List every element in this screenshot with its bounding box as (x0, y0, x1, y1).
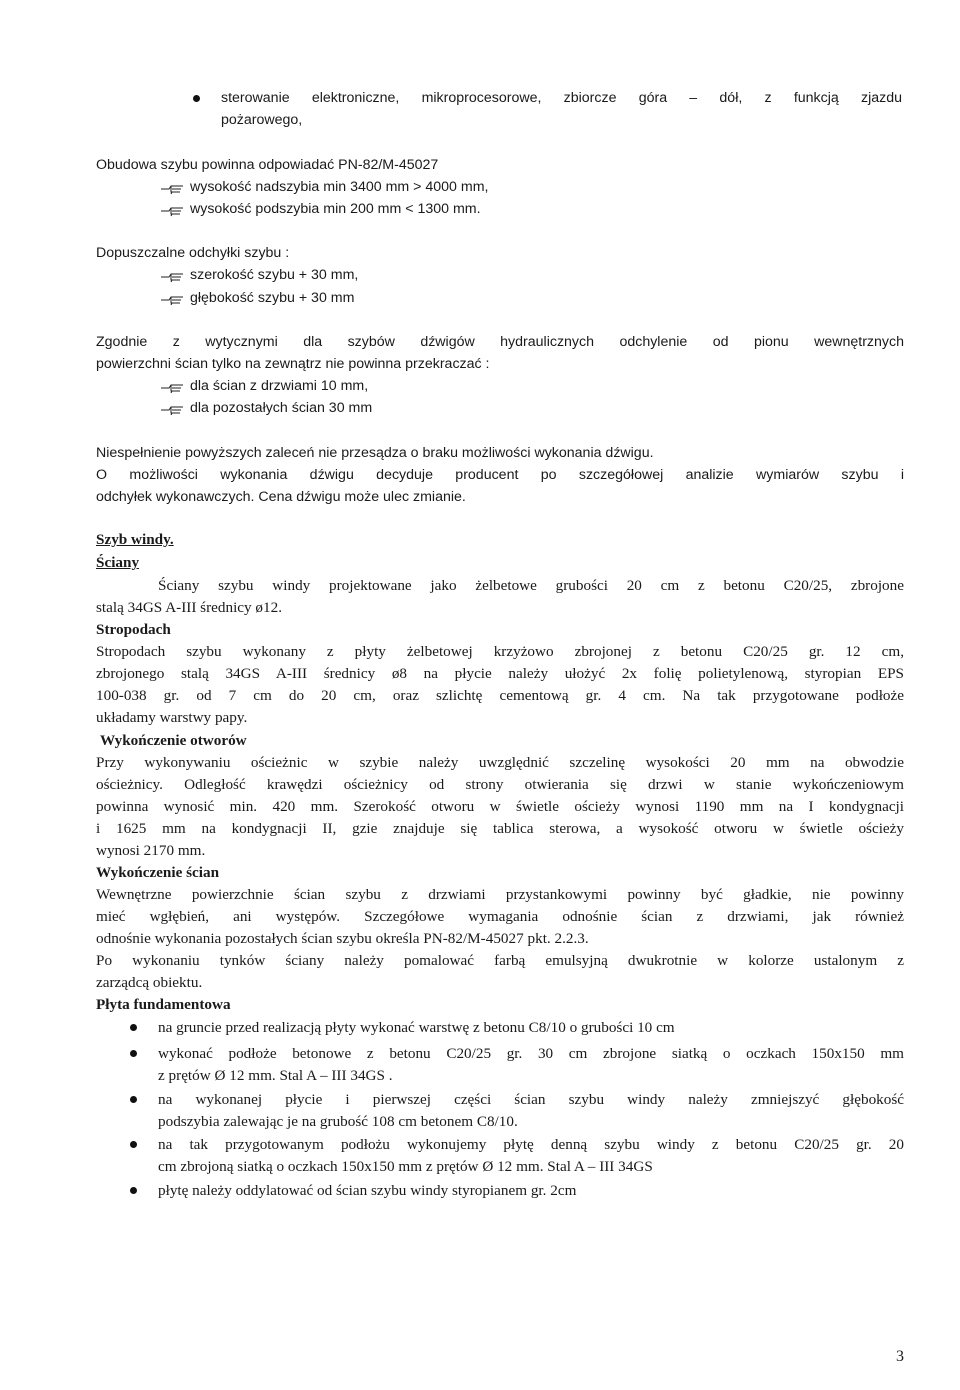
otwory-text: Przy wykonywaniu ościeżnic w szybie należy uwzględnić szczelinę wysokości 20 mm na obwodzie (96, 754, 904, 771)
stropodach-text: 100-038 gr. od 7 cm do 20 cm, oraz szlichtę cementową gr. 4 cm. Na tak przygotowane podłoże (96, 687, 904, 704)
plyta-item-cont: cm zbrojoną siatką o oczkach 150x150 mm z prętów Ø 12 mm. Stal A – III 34GS (158, 1158, 653, 1175)
wykonczenie-scian-text: odnośnie wykonania pozostałych ścian szybu określa PN-82/M-45027 pkt. 2.2.3. (96, 930, 589, 947)
subsection-stropodach: Stropodach (96, 621, 171, 638)
zgodnie-item: dla pozostałych ścian 30 mm (190, 400, 373, 416)
wykonczenie-scian-text: Wewnętrzne powierzchnie ścian szybu z drzwiami przystankowymi powinny być gładkie, nie powinny (96, 886, 904, 903)
mozliwosc-text: O możliwości wykonania dźwigu decyduje producent po szczegółowej analizie wymiarów szybu i (96, 467, 904, 483)
page-number: 3 (896, 1348, 904, 1365)
plyta-item: płytę należy oddylatować od ścian szybu windy styropianem gr. 2cm (158, 1182, 577, 1199)
bullet-icon (130, 1096, 137, 1103)
odchylki-item: głębokość szybu + 30 mm (190, 290, 355, 306)
subsection-sciany-wykonczenie: Wykończenie ścian (96, 864, 220, 881)
subsection-plyta: Płyta fundamentowa (96, 996, 231, 1013)
otwory-text: powinna wynosić min. 420 mm. Szerokość otworu w świetle ościeży wynosi 1190 mm na I kondygnacji (96, 798, 904, 815)
plyta-item: wykonać podłoże betonowe z betonu C20/25 gr. 30 cm zbrojone siatką o oczkach 150x150 mm (158, 1045, 904, 1062)
sciany-text-cont: stalą 34GS A-III średnicy ø12. (96, 599, 283, 616)
plyta-item-cont: z prętów Ø 12 mm. Stal A – III 34GS . (158, 1067, 393, 1084)
zgodnie-text: Zgodnie z wytycznymi dla szybów dźwigów hydraulicznych odchylenie od pionu wewnętrznych (96, 334, 904, 350)
plyta-item-cont: podszybia zalewając je na grubość 108 cm betonem C8/10. (158, 1113, 518, 1130)
odchylki-heading: Dopuszczalne odchyłki szybu : (96, 245, 290, 261)
pointing-hand-icon (160, 294, 184, 306)
bullet-text-cont: pożarowego, (221, 112, 303, 128)
wykonczenie-scian-text: zarządcą obiektu. (96, 974, 203, 991)
bullet-icon (130, 1024, 137, 1031)
pointing-hand-icon (160, 183, 184, 195)
bullet-icon (130, 1141, 137, 1148)
plyta-item: na wykonanej płycie i pierwszej części ścian szybu windy należy zmniejszyć głębokość (158, 1091, 904, 1108)
zgodnie-item: dla ścian z drzwiami 10 mm, (190, 378, 369, 394)
subsection-sciany: Ściany (96, 554, 140, 571)
plyta-item: na gruncie przed realizacją płyty wykonać warstwę z betonu C8/10 o grubości 10 cm (158, 1019, 675, 1036)
pointing-hand-icon (160, 382, 184, 394)
otwory-text: ościeżnicy. Odległość krawędzi ościeżnicy od strony otwierania się drzwi w stanie wykończeniowym (96, 776, 904, 793)
mozliwosc-text-cont: odchyłek wykonawczych. Cena dźwigu może ulec zmianie. (96, 489, 466, 505)
subsection-otwory: Wykończenie otworów (100, 732, 247, 749)
niespelnienie-text: Niespełnienie powyższych zaleceń nie przesądza o braku możliwości wykonania dźwigu. (96, 445, 654, 461)
stropodach-text: układamy warstwy papy. (96, 709, 248, 726)
pointing-hand-icon (160, 205, 184, 217)
obudowa-item: wysokość podszybia min 200 mm < 1300 mm. (190, 201, 481, 217)
pointing-hand-icon (160, 271, 184, 283)
zgodnie-text-cont: powierzchni ścian tylko na zewnątrz nie powinna przekraczać : (96, 356, 490, 372)
obudowa-heading: Obudowa szybu powinna odpowiadać PN-82/M-45027 (96, 157, 439, 173)
section-title: Szyb windy. (96, 531, 174, 548)
obudowa-item: wysokość nadszybia min 3400 mm > 4000 mm, (190, 179, 489, 195)
bullet-icon (193, 95, 200, 102)
otwory-text: wynosi 2170 mm. (96, 842, 206, 859)
wykonczenie-scian-text: Po wykonaniu tynków ściany należy pomalować farbą emulsyjną dwukrotnie w kolorze ustalonym z (96, 952, 904, 969)
bullet-icon (130, 1187, 137, 1194)
plyta-item: na tak przygotowanym podłożu wykonujemy płytę denną szybu windy z betonu C20/25 gr. 20 (158, 1136, 904, 1153)
bullet-text: sterowanie elektroniczne, mikroprocesorowe, zbiorcze góra – dół, z funkcją zjazdu (221, 90, 902, 106)
bullet-icon (130, 1050, 137, 1057)
sciany-text: Ściany szybu windy projektowane jako żelbetowe grubości 20 cm z betonu C20/25, zbrojone (158, 577, 904, 594)
stropodach-text: Stropodach szybu wykonany z płyty żelbetowej krzyżowo zbrojonej z betonu C20/25 gr. 12 cm, (96, 643, 904, 660)
odchylki-item: szerokość szybu + 30 mm, (190, 267, 359, 283)
wykonczenie-scian-text: mieć wgłębień, ani występów. Szczegółowe wymagania odnośnie ścian z drzwiami, jak również (96, 908, 904, 925)
stropodach-text: zbrojonego stalą 34GS A-III średnicy ø8 na płycie należy ułożyć 2x folię polietylenową, styropian EPS (96, 665, 904, 682)
otwory-text: i 1625 mm na kondygnacji II, gzie znajduje się tablica sterowa, a wysokość otworu w świetle ościeży (96, 820, 904, 837)
pointing-hand-icon (160, 404, 184, 416)
